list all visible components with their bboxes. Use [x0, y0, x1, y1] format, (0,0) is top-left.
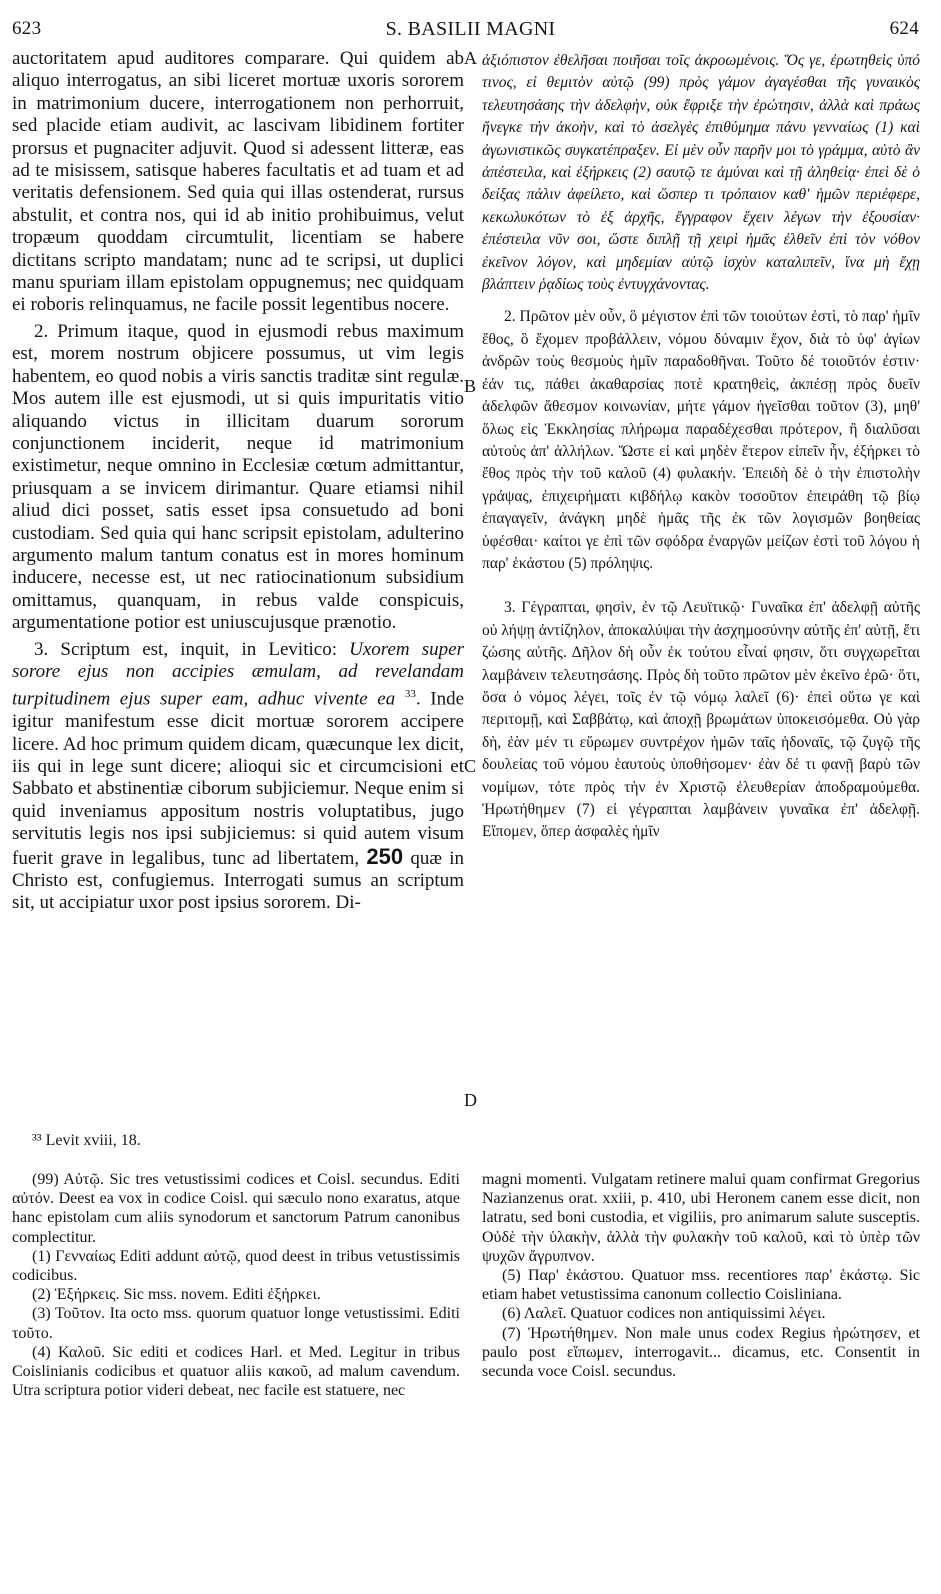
- margin-letter-c: C: [464, 756, 477, 776]
- note-4-continued: magni momenti. Vulgatam retinere malui quam confirmat Gregorius Nazianzenus orat. xxiii, p. 410, ubi Heronem canem esse dicit, non latratu, sed boni custodia, et vigiliis, pro animarum salute susceptis. Οὐδὲ τὴν ὑλακὴν, ἀλλὰ τὴν φυλακὴν τοῦ καλοῦ, καὶ τὸ ὑπὲρ τῶν ψυχῶν ἄγρυπνον.: [482, 1171, 920, 1265]
- note-7: (7) Ἠρωτήθημεν. Non male unus codex Regius ἠρώτησεν, et paulo post εἴπωμεν, interrogavit... dicamus, etc. Consentit in secunda voce Coisl. secundus.: [482, 1324, 920, 1381]
- note-6: (6) Λαλεῖ. Quatuor codices non antiquissimi λέγει.: [502, 1305, 826, 1323]
- column-number-250: 250: [366, 843, 404, 869]
- latin-p3-quote: Uxorem super sorore ejus non accipies æmulam, ad revelandam turpitudinem ejus super eam, adhuc vivente ea: [12, 638, 464, 710]
- greek-paragraph-1: ἀξιόπιστον ἐθελῆσαι ποιῆσαι τοῖς ἀκροωμένοις. Ὅς γε, ἐρωτηθεὶς ὑπό τινος, εἰ θεμιτὸν αὐτῷ (99) πρὸς γάμον ἀγαγέσθαι τῆς γυναικὸς τελευτησάσης τὴν ἀδελφὴν, οὐκ ἔφριξε τὴν ἐρώτησιν, ἀλλὰ καὶ πράως ἤνεγκε τὴν ἀκοὴν, καὶ τὸ ἀσελγὲς ἐπιθύμημα πάνυ γενναίως (1) καὶ ἀγωνιστικῶς συγκατέπραξεν. Εἰ μὲν οὖν παρῆν μοι τὸ γράμμα, αὐτὸ ἂν ἀπέστειλα, καὶ ἐξήρκεις (2) σαυτῷ τε ἀμύναι καὶ τῇ ἀληθείᾳ· ἐπεὶ δὲ ὁ δείξας πάλιν ἀφείλετο, καὶ ὥσπερ τι τρόπαιον καθ' ἡμῶν περιέφερε, κεκωλυκότων τὸ ἐξ ἀρχῆς, ἔγγραφον ἔχειν λέγων τὴν ἐξουσίαν· ἐπέστειλα νῦν σοι, ὥστε διπλῇ τῇ χειρὶ ἡμᾶς ἐλθεῖν ἐπὶ τὸν νόθον ἐκεῖνον λόγον, καὶ μηδεμίαν αὐτῷ ἰσχὺν καταλιπεῖν, ἵνα μὴ ἔχῃ βλάπτειν ῥᾳδίως τοὺς ἐντυγχάνοντας.: [482, 52, 920, 294]
- greek-column: [482, 50, 920, 844]
- margin-letter-a: A: [464, 48, 477, 68]
- latin-paragraph-3: [12, 639, 464, 915]
- note-3: (3) Τοῦτον. Ita octo mss. quorum quatuor longe vetustissimi. Editi τοῦτο.: [12, 1305, 460, 1342]
- latin-column: [12, 48, 464, 915]
- note-99: (99) Αὐτῷ. Sic tres vetustissimi codices et Coisl. secundus. Editi αὐτόν. Deest ea vox in codice Coisl. qui sæculo nono exaratus, atque hanc epistolam cum aliis synodorum et sanctorum Patrum canonibus complectitur.: [12, 1171, 460, 1246]
- greek-paragraph-3: 3. Γέγραπται, φησὶν, ἐν τῷ Λευϊτικῷ· Γυναῖκα ἐπ' ἀδελφῇ αὐτῆς οὐ λήψῃ ἀντίζηλον, ἀποκαλύψαι τὴν ἀσχημοσύνην αὐτῆς ἐπ' αὐτῇ, ἔτι ζώσης αὐτῆς. Δῆλον δὴ οὖν ἐκ τούτου εἶναί φησιν, ὅτι συγχωρεῖται λαμβάνειν τελευτησάσης. Πρὸς δὴ τοῦτο πρῶτον μὲν ἐκεῖνο ἐρῶ· ὅτι, ὅσα ὁ νόμος λέγει, τοῖς ἐν τῷ νόμῳ λαλεῖ (6)· ἐπεὶ οὕτω γε καὶ περιτομῇ, καὶ Σαββάτῳ, καὶ ἀποχῇ βρωμάτων ὑποκεισόμεθα. Οὐ γὰρ δὴ, ἐὰν μέν τι εὕρωμεν συντρέχον ἡμῶν ταῖς ἡδοναῖς, τῷ ζυγῷ τῆς δουλείας τοῦ νόμου ἑαυτοὺς ὑποθήσομεν· ἐὰν δέ τι φανῇ βαρὺ τῶν νομίμων, τότε πρὸς τὴν ἐν Χριστῷ ἐλευθερίαν ἀποδραμούμεθα. Ἠρωτήθημεν (7) εἰ γέγραπται λαμβάνειν γυναῖκα ἐπ' ἀδελφῇ. Εἴπομεν, ὅπερ ἀσφαλὲς ἡμῖν: [482, 599, 920, 841]
- page-number-right: 624: [889, 18, 919, 39]
- margin-letter-b: B: [464, 376, 477, 396]
- page-number-left: 623: [12, 18, 42, 39]
- latin-p3-end: quæ in Christo est, confugiemus. Interrogati sumus an scriptum sit, ut accipiatur uxor post ipsius sororem. Di-: [12, 847, 464, 914]
- latin-paragraph-1: auctoritatem apud auditores comparare. Qui quidem ab aliquo interrogatus, an sibi liceret mortuæ uxoris sororem in matrimonium ducere, interrogationem non perhorruit, sed placide etiam audivit, ac lascivam libidinem fortiter prorsus et pugnaciter adjuvit. Quod si adessent litteræ, eas ad te misissem, satisque haberes facultatis et ad tuam et ad veritatis defensionem. Sed quia qui illas ostenderat, rursus abstulit, et contra nos, qui id ab initio prohibuimus, velut tropæum quoddam circumtulit, licentiam se habere dictitans scripto mandatam; nunc ad te scripsi, ut duplici manu spuriam illam epistolam oppugnemus; nec quidquam ei roboris relinquamus, ne facile possit legentibus nocere.: [12, 48, 464, 316]
- running-title: S. BASILII MAGNI: [385, 18, 556, 40]
- footnote-reference: ³³ Levit xviii, 18.: [32, 1132, 141, 1149]
- latin-p3-ref: 33: [404, 688, 416, 701]
- greek-paragraph-2: 2. Πρῶτον μὲν οὖν, ὃ μέγιστον ἐπὶ τῶν τοιούτων ἐστὶ, τὸ παρ' ἡμῖν ἔθος, ὃ ἔχομεν προβάλλειν, νόμου δύναμιν ἔχον, διὰ τὸ ὑφ' ἁγίων ἀνδρῶν τοὺς θεσμοὺς ἡμῖν παραδοθῆναι. Τοῦτο δέ τοιοῦτόν ἐστιν· ἐάν τις, πάθει ἀκαθαρσίας ποτὲ κρατηθεὶς, ἀκπέσῃ πρὸς δυεῖν ἀδελφῶν ἄθεσμον κοινωνίαν, μήτε γάμον ἡγεῖσθαι τοῦτον (3), μηθ' ὅλως εἰς Ἐκκλησίας πλήρωμα παραδέχεσθαι πρότερον, ἢ διαλῦσαι αὐτοὺς ἀπ' ἀλλήλων. Ὥστε εἰ καὶ μηδὲν ἕτερον εἰπεῖν ἦν, ἐξήρκει τὸ ἔθος πρὸς τὴν τοῦ καλοῦ (4) φυλακήν. Ἐπειδὴ δὲ ὁ τὴν ἐπιστολὴν γράψας, ἐπιχειρήματι κιβδήλῳ κακὸν τοσοῦτον ἐπειράθη τῷ βίῳ ἐπαγαγεῖν, ἀνάγκη μηδὲ ἡμᾶς τῆς ἐκ τῶν λογισμῶν βοηθείας ὑφέσθαι· καίτοι γε ἐπὶ τῶν σφόδρα ἐναργῶν μείζων ἐστὶ τοῦ λόγου ἡ παρ' ἑκάστου (5) πρόληψις.: [482, 308, 920, 572]
- latin-paragraph-2: 2. Primum itaque, quod in ejusmodi rebus maximum est, morem nostrum objicere possumus, ut vim legis habentem, eo quod nobis a viris sanctis traditæ sint regulæ. Mos autem ille est ejusmodi, ut si quis impuritatis vitio aliquando victus in illicitam duarum sororum conjunctionem inciderit, neque id matrimonium existimetur, neque omnino in Ecclesiæ cœtum admittantur, priusquam a se invicem dirimantur. Quare etiamsi nihil aliud dici posset, satis esset ipsa consuetudo ad boni custodiam. Sed quia qui hanc scripsit epistolam, adulterino argumento malum tantum conatus est in mores hominum inducere, necesse est, ut nec ratiocinationum subsidium omittamus, quanquam, in rebus valde conspicuis, argumentatione potior est uniuscujusque prænotio.: [12, 320, 464, 634]
- latin-p3-intro: 3. Scriptum est, inquit, in Levitico:: [34, 638, 350, 660]
- notes-left: [12, 1170, 460, 1400]
- note-4: (4) Καλοῦ. Sic editi et codices Harl. et Med. Legitur in tribus Coislinianis codicibus et quatuor aliis κακοῦ, ad malum cavendum. Utra scriptura potior videri debeat, nec facile est statuere, nec: [12, 1343, 460, 1400]
- notes-right: [482, 1170, 920, 1381]
- latin-p3-body: . Inde igitur manifestum esse dicit mortuæ sororem accipere licere. Ad hoc primum quidem dicam, quæcunque lex dicit, iis qui in lege sunt dicere; alioqui sic et circumcisioni et Sabbato et abstinentiæ ciborum subjiciemur. Neque enim si quid inveniamus appositum nostris voluptatibus, jugo servitutis legis nos ipsi subjiciemus: si quid autem visum fuerit grave in legalibus, tunc ad libertatem,: [12, 688, 465, 869]
- margin-letter-d: D: [464, 1090, 477, 1110]
- note-5: (5) Παρ' ἑκάστου. Quatuor mss. recentiores παρ' ἑκάστῳ. Sic etiam habet vetustissima canonum collectio Coisliniana.: [482, 1267, 920, 1304]
- note-2: (2) Ἐξήρκεις. Sic mss. novem. Editi ἐξήρκει.: [32, 1286, 321, 1304]
- note-1: (1) Γενναίως Editi addunt αὐτῷ, quod deest in tribus vetustissimis codicibus.: [12, 1247, 460, 1285]
